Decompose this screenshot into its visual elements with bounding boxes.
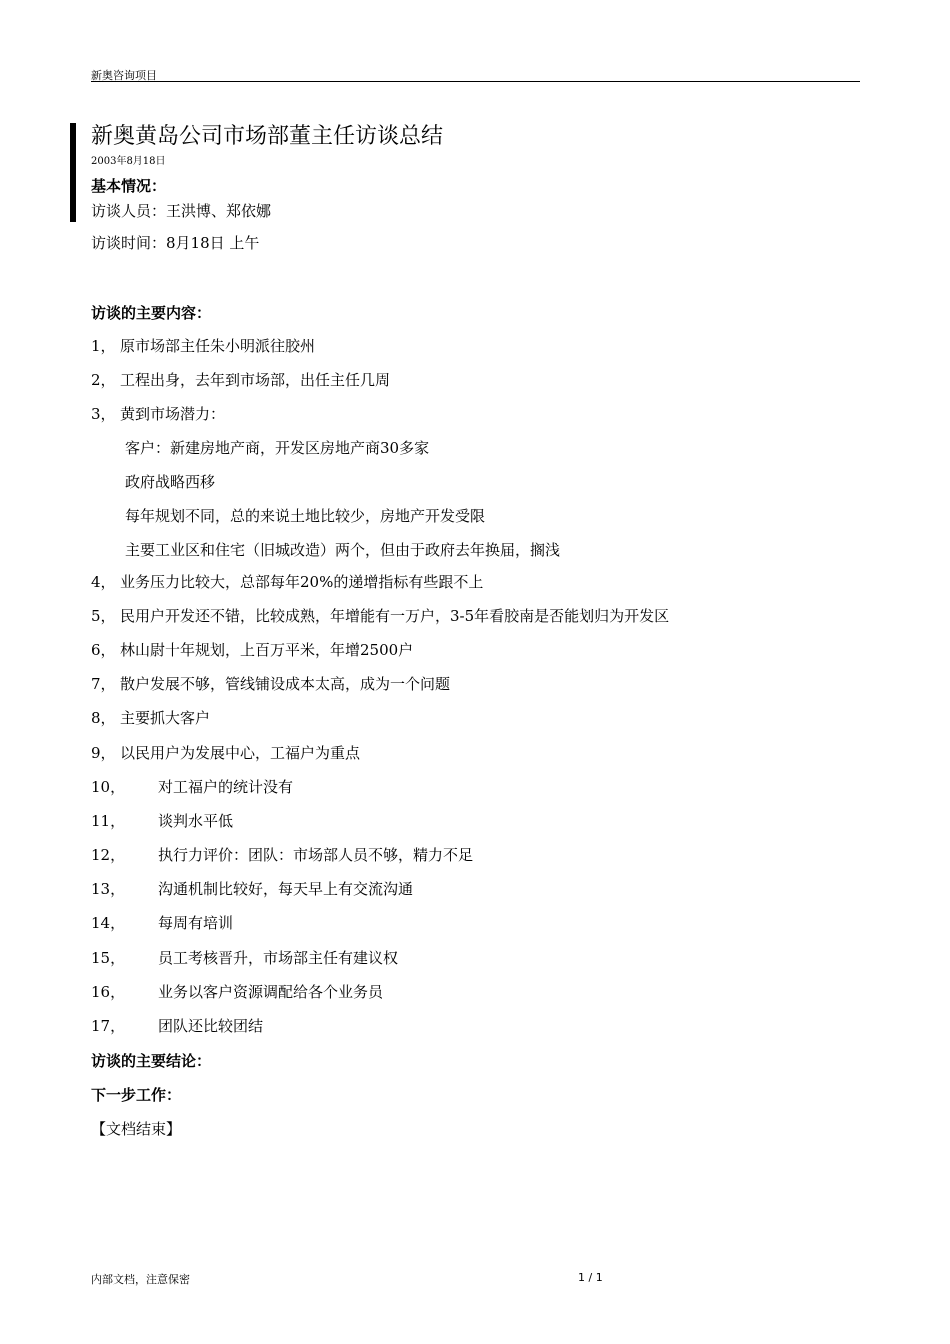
item-number: 1，	[91, 337, 116, 355]
page-header-text: 新奥咨询项目	[91, 69, 157, 82]
item-number: 17，	[91, 1017, 126, 1035]
list-item	[91, 982, 383, 1002]
document-date: 2003年8月18日	[91, 156, 166, 167]
footer-page-number: 1 / 1	[578, 1271, 603, 1284]
item-text: 团队还比较团结	[158, 1017, 264, 1035]
next-steps-heading: 下一步工作：	[91, 1086, 182, 1104]
list-item	[91, 1016, 263, 1036]
item-text: 执行力评价：团队：市场部人员不够，精力不足	[158, 846, 474, 864]
footer-confidential: 内部文档，注意保密	[91, 1273, 190, 1286]
list-item	[91, 879, 413, 899]
item-number: 8，	[91, 709, 116, 727]
document-end-marker: 【文档结束】	[91, 1120, 182, 1138]
list-item	[91, 743, 360, 763]
item-number: 13，	[91, 880, 126, 898]
list-item	[91, 640, 413, 660]
item-number: 5，	[91, 607, 116, 625]
list-item	[91, 572, 483, 592]
item-text: 每周有培训	[158, 914, 234, 932]
item-number: 11，	[91, 812, 126, 830]
item-text: 业务压力比较大，总部每年20%的递增指标有些跟不上	[120, 573, 484, 591]
item-text: 原市场部主任朱小明派往胶州	[120, 337, 316, 355]
interview-time-line: 访谈时间：8月18日 上午	[91, 234, 260, 252]
item-text: 黄到市场潜力：	[120, 405, 226, 423]
item-number: 12，	[91, 846, 126, 864]
item-number: 7，	[91, 675, 116, 693]
list-item	[91, 674, 450, 694]
item-number: 3，	[91, 405, 116, 423]
item-text: 主要抓大客户	[120, 709, 211, 727]
item-text: 散户发展不够，管线铺设成本太高，成为一个问题	[120, 675, 451, 693]
sub-item: 客户：新建房地产商，开发区房地产商30多家	[125, 439, 430, 457]
list-item	[91, 370, 390, 390]
list-item	[91, 948, 398, 968]
item-text: 业务以客户资源调配给各个业务员	[158, 983, 384, 1001]
list-item	[91, 845, 473, 865]
item-number: 4，	[91, 573, 116, 591]
item-text: 对工福户的统计没有	[158, 778, 294, 796]
item-text: 员工考核晋升，市场部主任有建议权	[158, 949, 399, 967]
item-text: 以民用户为发展中心，工福户为重点	[120, 744, 361, 762]
document-title: 新奥黄岛公司市场部董主任访谈总结	[91, 124, 444, 149]
title-side-bar	[70, 123, 76, 222]
conclusion-heading: 访谈的主要结论：	[91, 1052, 212, 1070]
item-number: 15，	[91, 949, 126, 967]
item-text: 林山尉十年规划，上百万平米，年增2500户	[120, 641, 414, 659]
item-number: 14，	[91, 914, 126, 932]
item-text: 沟通机制比较好，每天早上有交流沟通	[158, 880, 414, 898]
sub-item: 主要工业区和住宅（旧城改造）两个，但由于政府去年换届，搁浅	[125, 541, 561, 559]
item-number: 9，	[91, 744, 116, 762]
sub-item: 每年规划不同，总的来说土地比较少，房地产开发受限	[125, 507, 486, 525]
item-number: 6，	[91, 641, 116, 659]
item-number: 16，	[91, 983, 126, 1001]
list-item	[91, 336, 315, 356]
list-item	[91, 708, 210, 728]
interviewers-line: 访谈人员：王洪博、郑依娜	[91, 202, 272, 220]
basic-info-heading: 基本情况：	[91, 177, 167, 195]
list-item	[91, 913, 233, 933]
item-number: 10，	[91, 778, 126, 796]
header-rule	[91, 81, 860, 82]
sub-item: 政府战略西移	[125, 473, 216, 491]
main-content-heading: 访谈的主要内容：	[91, 304, 212, 322]
list-item	[91, 606, 669, 626]
item-text: 谈判水平低	[158, 812, 234, 830]
item-text: 民用户开发还不错，比较成熟，年增能有一万户，3-5年看胶南是否能划归为开发区	[120, 607, 670, 625]
list-item	[91, 811, 233, 831]
item-number: 2，	[91, 371, 116, 389]
list-item	[91, 777, 293, 797]
list-item	[91, 404, 225, 424]
item-text: 工程出身，去年到市场部，出任主任几周	[120, 371, 391, 389]
